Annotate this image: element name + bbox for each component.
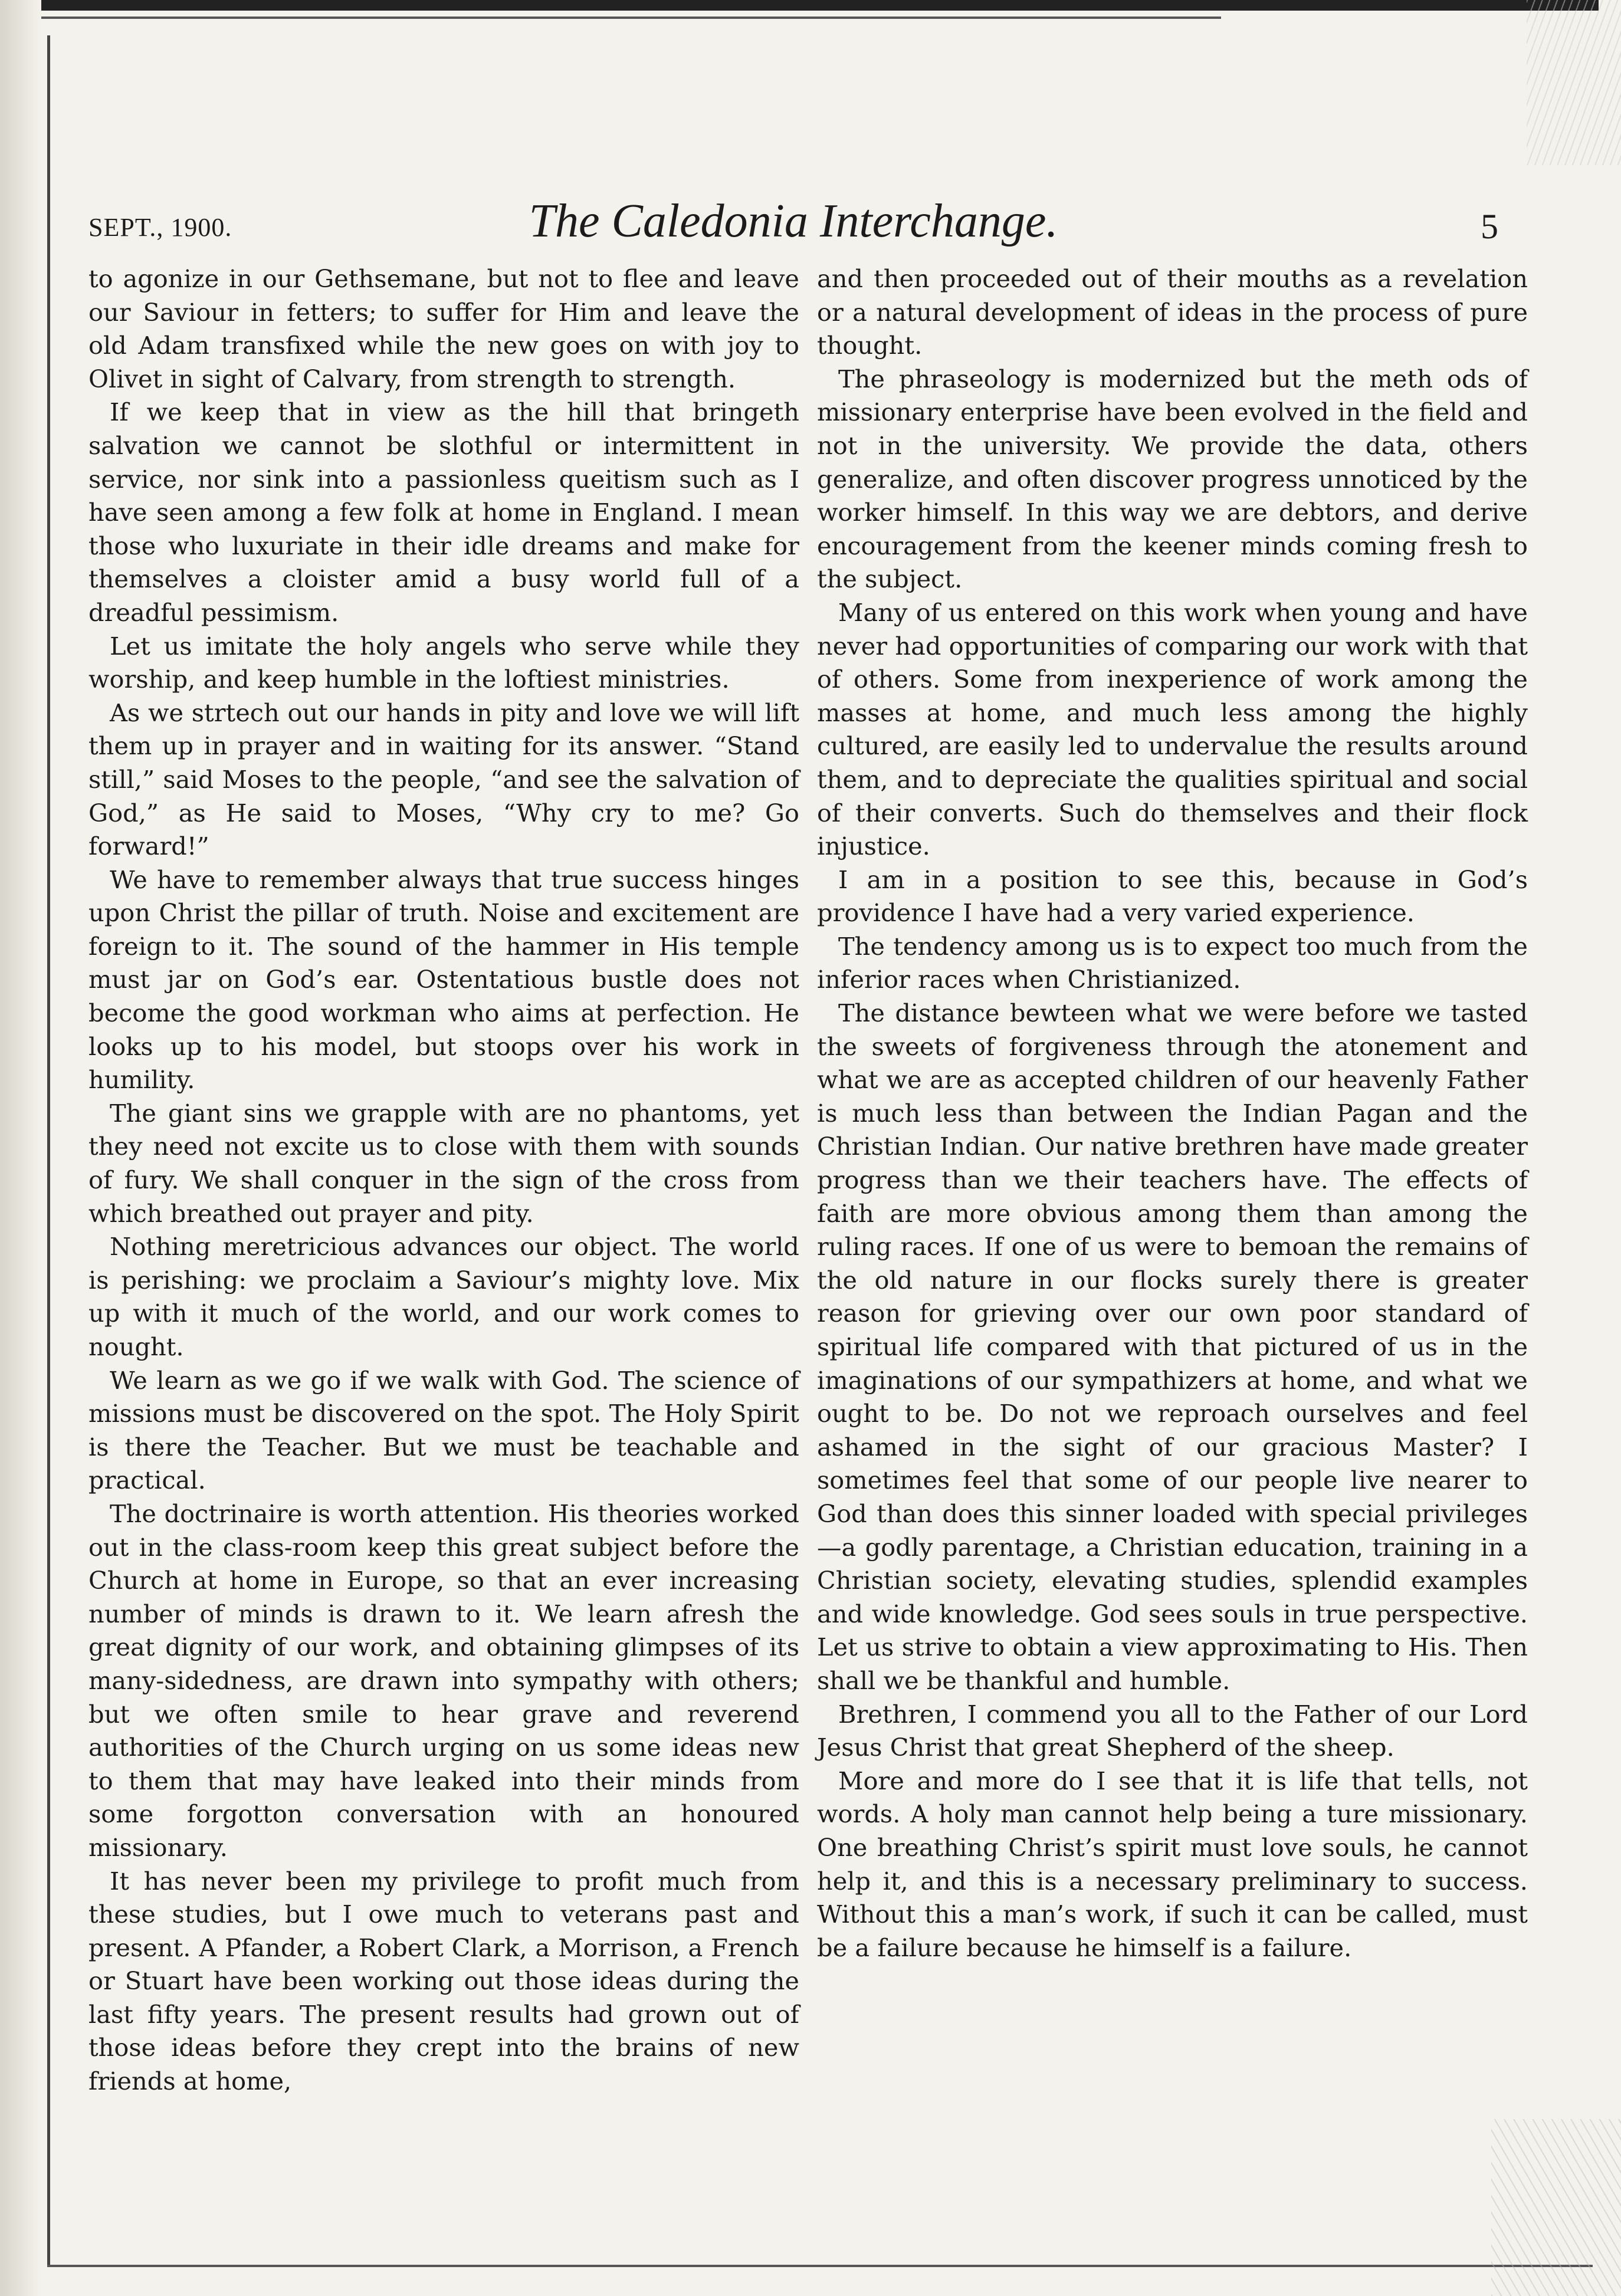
paragraph: and then proceeded out of their mouths as a revelation or a natural development of ideas in the process of pure thought. <box>817 264 1528 360</box>
left-column <box>88 262 799 2098</box>
paragraph: We learn as we go if we walk with God. The science of missions must be discovered on the spot. The Holy Spirit is there the Teacher. But we must be teachable and practical. <box>88 1365 799 1495</box>
paragraph: If we keep that in view as the hill that bringeth salvation we cannot be slothful or intermittent in service, nor sink into a passionless queitism such as I have seen among a few folk at home in England. I mean those who luxuriate in their idle dreams and make for themselves a cloister amid a busy world full of a dreadful pessimism. <box>88 398 799 627</box>
top-border <box>41 0 1599 11</box>
paragraph: More and more do I see that it is life that tells, not words. A holy man cannot help being a ture missionary. One breathing Christ’s spirit must love souls, he cannot help it, and this is a necessary preliminary to success. Without this a man’s work, if such it can be called, must be a failure because he himself is a failure. <box>817 1766 1528 1962</box>
paragraph: We have to remember always that true success hinges upon Christ the pillar of truth. Noise and excitement are foreign to it. The sound of the hammer in His temple must jar on God’s ear. Ostentatious bustle does not become the good workman who aims at perfection. He looks up to his model, but stoops over his work in humility. <box>88 865 799 1095</box>
paragraph: The phraseology is modernized but the meth ods of missionary enterprise have been evolved in the field and not in the university. We provide the data, others generalize, and often discover progress unnoticed by the worker himself. In this way we are debtors, and derive encouragement from the keener minds coming fresh to the subject. <box>817 364 1528 594</box>
paragraph: Nothing meretricious advances our object. The world is perishing: we proclaim a Saviour’s mighty love. Mix up with it much of the world, and our work comes to nought. <box>88 1232 799 1361</box>
running-header <box>88 195 1498 260</box>
paragraph: The tendency among us is to expect too much from the inferior races when Christianized. <box>817 931 1528 994</box>
paragraph: Brethren, I commend you all to the Father of our Lord Jesus Christ that great Shepherd of the sheep. <box>817 1699 1528 1762</box>
scan-artifact-bottom <box>1491 2119 1621 2296</box>
bottom-border <box>47 2265 1593 2267</box>
top-border-thin <box>41 17 1221 19</box>
scan-artifact-top <box>1527 0 1621 165</box>
paragraph: The giant sins we grapple with are no phantoms, yet they need not excite us to close with them with sounds of fury. We shall conquer in the sign of the cross from which breathed out prayer and pity. <box>88 1098 799 1228</box>
paragraph: The distance bewteen what we were before we tasted the sweets of forgiveness through the atonement and what we are as accepted children of our heavenly Father is much less than between the Indian Pagan and the Christian Indian. Our native brethren have made greater progress than we their teachers have. The effects of faith are more obvious among them than among the ruling races. If one of us were to bemoan the remains of the old nature in our flocks surely there is greater reason for grieving over our own poor standard of spiritual life compared with that pictured of us in the imaginations of our sympathizers at home, and what we ought to be. Do not we reproach ourselves and feel ashamed in the sight of our gracious Master? I sometimes feel that some of our people live nearer to God than does this sinner loaded with special privileges—a godly parentage, a Christian education, training in a Christian society, elevating studies, splendid examples and wide knowledge. God sees souls in true perspective. Let us strive to obtain a view approximating to His. Then shall we be thankful and humble. <box>817 998 1528 1695</box>
paragraph: to agonize in our Gethsemane, but not to flee and leave our Saviour in fetters; to suffer for Him and leave the old Adam transfixed while the new goes on with joy to Olivet in sight of Calvary, from strength to strength. <box>88 264 799 393</box>
paragraph: The doctrinaire is worth attention. His theories worked out in the class-room keep this great subject before the Church at home in Europe, so that an ever increasing number of minds is drawn to it. We learn afresh the great dignity of our work, and obtaining glimpses of its many-sidedness, are drawn into sympathy with others; but we often smile to hear grave and reverend authorities of the Church urging on us some ideas new to them that may have leaked into their minds from some forgotton conversation with an honoured missionary. <box>88 1499 799 1862</box>
left-border <box>47 35 50 2265</box>
paragraph: Let us imitate the holy angels who serve while they worship, and keep humble in the loftiest ministries. <box>88 631 799 694</box>
publication-title: The Caledonia Interchange. <box>529 195 1058 247</box>
issue-date: SEPT., 1900. <box>88 213 232 242</box>
right-column <box>817 262 1528 1965</box>
paragraph: I am in a position to see this, because in God’s providence I have had a very varied experience. <box>817 865 1528 928</box>
paragraph: Many of us entered on this work when young and have never had opportunities of comparing our work with that of others. Some from inexperience of work among the masses at home, and much less among the highly cultured, are easily led to undervalue the results around them, and to depreciate the qualities spiritual and social of their converts. Such do themselves and their flock injustice. <box>817 597 1528 861</box>
page-number: 5 <box>1481 207 1498 246</box>
paragraph: As we strtech out our hands in pity and love we will lift them up in prayer and in waiting for its answer. “Stand still,” said Moses to the people, “and see the salvation of God,” as He said to Moses, “Why cry to me? Go forward!” <box>88 698 799 861</box>
page-edge-shadow <box>0 0 41 2296</box>
paragraph: It has never been my privilege to profit much from these studies, but I owe much to veterans past and present. A Pfander, a Robert Clark, a Morrison, a French or Stuart have been working out those ideas during the last fifty years. The present results had grown out of those ideas before they crept into the brains of new friends at home, <box>88 1866 799 2096</box>
